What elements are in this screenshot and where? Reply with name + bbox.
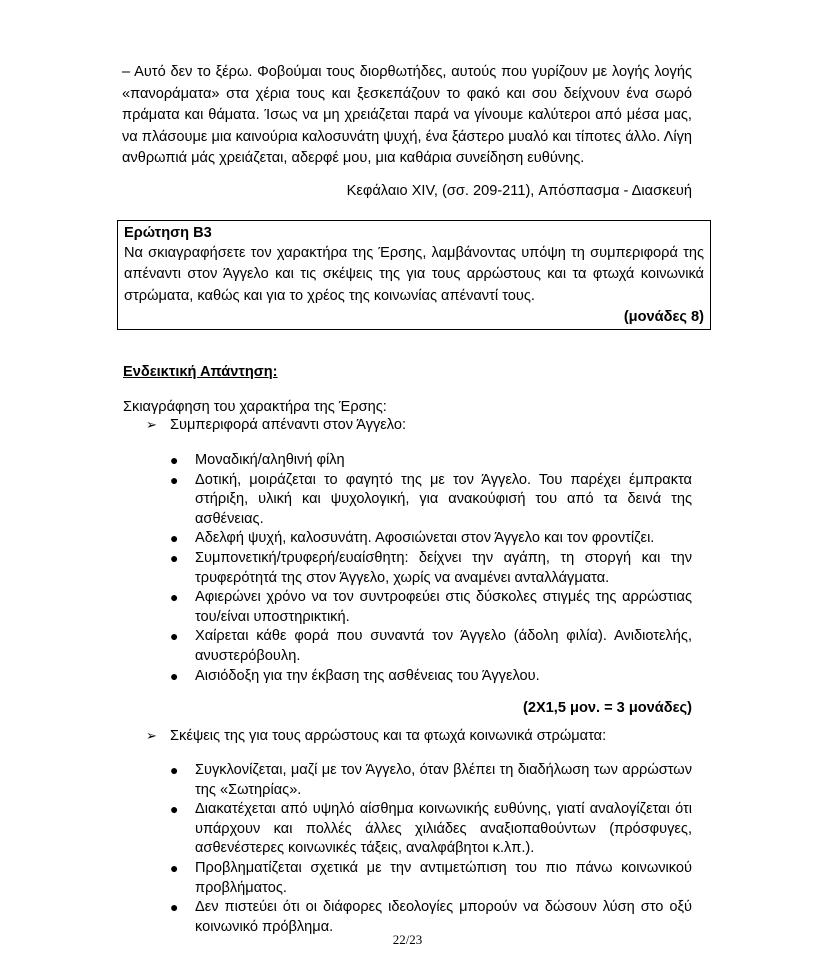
section-heading-thoughts: [146, 726, 606, 746]
round-bullet-icon: ●: [170, 667, 179, 684]
list-item: ● Δοτική, μοιράζεται το φαγητό της με τον Άγγελο. Του παρέχει έμπρακτα στήριξη, υλική και ψυχολογική, για ανακούφισή του από τα δεινά της ασθένειας.: [170, 471, 692, 527]
list-item: ● Διακατέχεται από υψηλό αίσθημα κοινωνικής ευθύνης, γιατί αναλογίζεται ότι υπάρχουν και πολλές άλλες χιλιάδες αναξιοπαθούντων (πρόσφυγες, ασθενέστερες κοινωνικές τάξεις, αναλφάβητοι κ.λπ.).: [170, 801, 692, 857]
round-bullet-icon: ●: [170, 628, 179, 645]
excerpt-source: Κεφάλαιο XIV, (σσ. 209-211), Απόσπασμα - Διασκευή: [346, 183, 692, 199]
arrowhead-bullet-icon: ➢: [146, 417, 157, 432]
list-item: ● Συμπονετική/τρυφερή/ευαίσθητη: δείχνει την αγάπη, τη στοργή και την τρυφερότητά της στον Άγγελο, χωρίς να αναμένει ανταλλάγματα.: [170, 549, 692, 586]
round-bullet-icon: ●: [170, 801, 179, 818]
list-item: ● Αδελφή ψυχή, καλοσυνάτη. Αφοσιώνεται στον Άγγελο και τον φροντίζει.: [170, 529, 692, 549]
list-item: ● Συγκλονίζεται, μαζί με τον Άγγελο, όταν βλέπει τη διαδήλωση των αρρώστων της «Σωτηρίας».: [170, 762, 692, 798]
round-bullet-icon: ●: [170, 762, 179, 778]
list-item: ● Προβληματίζεται σχετικά με την αντιμετώπιση του πιο πάνω κοινωνικού προβλήματος.: [170, 859, 692, 896]
list-item: ● Δεν πιστεύει ότι οι διάφορες ιδεολογίες μπορούν να δώσουν λύση στο οξύ κοινωνικό πρόβλημα.: [170, 899, 692, 935]
round-bullet-icon: ●: [170, 899, 179, 916]
round-bullet-icon: ●: [170, 471, 179, 488]
answer-intro: Σκιαγράφηση του χαρακτήρα της Έρσης:: [123, 399, 387, 415]
section-title: Συμπεριφορά απέναντι στον Άγγελο:: [170, 417, 407, 433]
excerpt-paragraph: – Αυτό δεν το ξέρω. Φοβούμαι τους διορθωτήδες, αυτούς που γυρίζουν με λογής λογής «πανοράματα» στα χέρια τους και ξεσκεπάζουν το φακό και σου δείχνουν ένα σωρό πράματα και θάματα. Ίσως να μη χρειάζεται παρά να γίνουμε καλύτεροι από μέσα μας, να πλάσουμε μια καινούρια καλοσυνάτη ψυχή, ένα ξάστερο μυαλό και τίποτες άλλο. Λίγη ανθρωπιά μάς χρειάζεται, αδερφέ μου, μια καθάρια συνείδηση ευθύνης.: [122, 64, 692, 167]
section-title: Σκέψεις της για τους αρρώστους και τα φτωχά κοινωνικά στρώματα:: [170, 728, 607, 744]
question-marks: (μονάδες 8): [623, 309, 704, 326]
round-bullet-icon: ●: [170, 530, 179, 547]
answer-heading: Ενδεικτική Απάντηση:: [123, 364, 278, 380]
section-score: (2Χ1,5 μον. = 3 μονάδες): [522, 700, 692, 716]
behavior-list: [170, 451, 692, 686]
question-box: [117, 220, 711, 330]
thoughts-list: [170, 761, 692, 937]
list-item: ● Μοναδική/αληθινή φίλη: [170, 451, 692, 471]
page-number: 22/23: [392, 932, 423, 947]
arrowhead-bullet-icon: ➢: [146, 728, 157, 743]
round-bullet-icon: ●: [170, 452, 179, 468]
round-bullet-icon: ●: [170, 589, 179, 606]
question-text: Να σκιαγραφήσετε τον χαρακτήρα της Έρσης, λαμβάνοντας υπόψη τη συμπεριφορά της απέναντι στον Άγγελο και τις σκέψεις της για τους αρρώστους και τα φτωχά κοινωνικά στρώματα, καθώς και για το χρέος της κοινωνίας απέναντί τους.: [124, 245, 704, 304]
round-bullet-icon: ●: [170, 549, 179, 566]
section-heading-behavior: [146, 415, 406, 435]
question-title: Ερώτηση Β3: [124, 225, 212, 241]
list-item: ● Χαίρεται κάθε φορά που συναντά τον Άγγελο (άδολη φιλία). Ανιδιοτελής, ανυστερόβουλη.: [170, 628, 692, 664]
list-item: ● Αισιόδοξη για την έκβαση της ασθένειας του Άγγελου.: [170, 667, 692, 687]
list-item: ● Αφιερώνει χρόνο να τον συντροφεύει στις δύσκολες στιγμές της αρρώστιας του/είναι υποστηρικτική.: [170, 589, 692, 625]
round-bullet-icon: ●: [170, 859, 179, 876]
